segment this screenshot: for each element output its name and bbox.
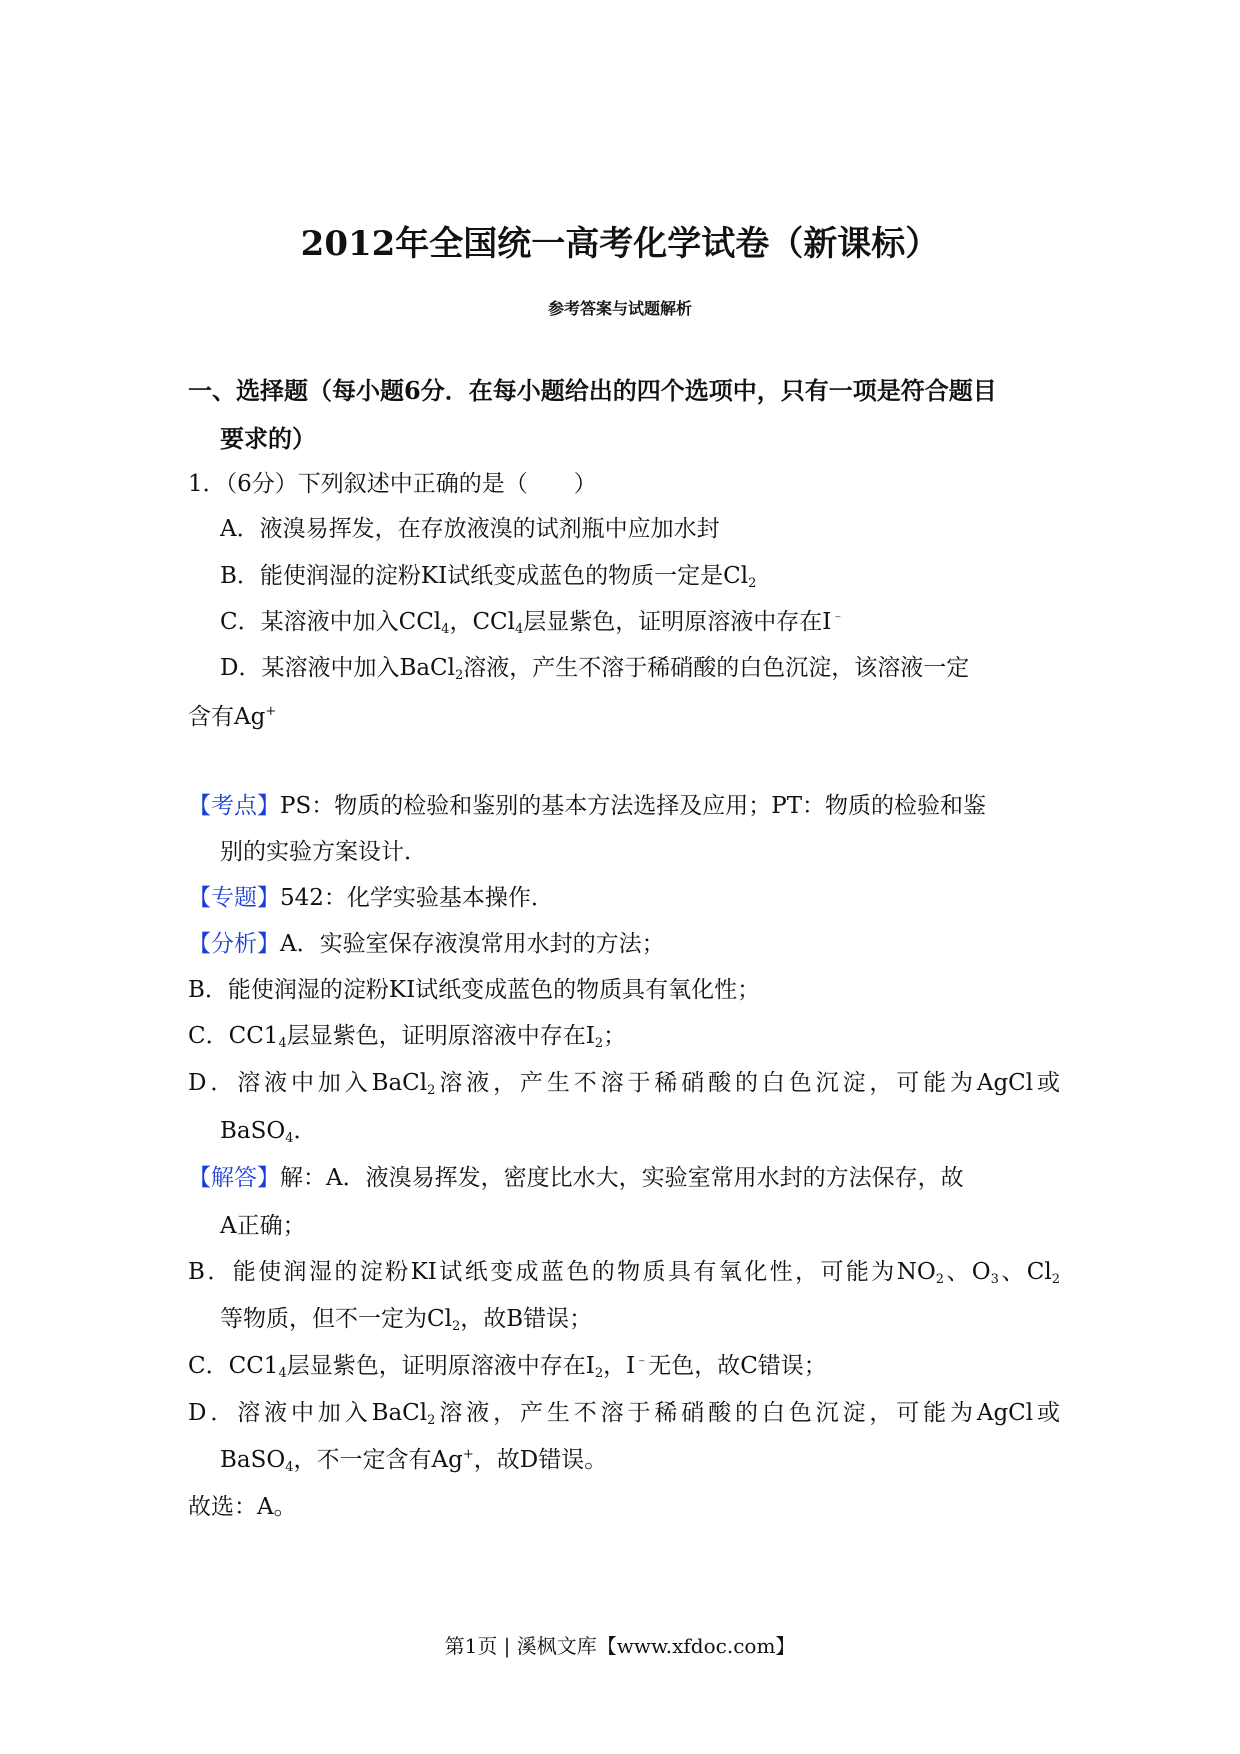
page-subtitle: 参考答案与试题解析	[547, 299, 692, 318]
kaodian-tag: 【考点】	[188, 793, 280, 819]
fenxi-b: B．能使润湿的淀粉KI试纸变成蓝色的物质具有氧化性；	[188, 977, 761, 1003]
zhuanti-tag: 【专题】	[188, 885, 280, 911]
jieda-d-line1: D．溶液中加入BaCl$_2$溶液，产生不溶于稀硝酸的白色沉淀，可能为AgCl或	[188, 1400, 1060, 1428]
page-title: 2012年全国统一高考化学试卷（新课标）	[300, 224, 940, 264]
fenxi-d-continued: BaSO$_4$．	[220, 1118, 317, 1146]
jieda-conclusion: 故选：A。	[188, 1494, 297, 1520]
zhuanti-line: 【专题】542：化学实验基本操作．	[188, 885, 554, 911]
jieda-b-line1: B．能使润湿的淀粉KI试纸变成蓝色的物质具有氧化性，可能为$NO_2$、$O_3$、$Cl_2$	[188, 1259, 1060, 1287]
section-heading-line1: 一、选择题（每小题6分．在每小题给出的四个选项中，只有一项是符合题目	[188, 376, 997, 405]
question-stem: 1．（6分）下列叙述中正确的是（ ）	[188, 471, 597, 497]
option-b: B．能使润湿的淀粉KI试纸变成蓝色的物质一定是$Cl_2$	[220, 563, 757, 591]
fenxi-a: 【分析】A．实验室保存液溴常用水封的方法；	[188, 931, 665, 957]
option-a: A．液溴易挥发，在存放液溴的试剂瓶中应加水封	[220, 516, 720, 542]
jieda-b-line2: 等物质，但不一定为$Cl_2$，故B错误；	[220, 1306, 593, 1334]
fenxi-d: D．溶液中加入BaCl$_2$溶液，产生不溶于稀硝酸的白色沉淀，可能为AgCl或	[188, 1070, 1060, 1098]
page-footer: 第1页 | 溪枫文库【www.xfdoc.com】	[444, 1634, 796, 1658]
jieda-a-line2: A正确；	[220, 1213, 306, 1239]
jieda-c: C．$CC1_4$层显紫色，证明原溶液中存在$I_2$，I﹣无色，故C错误；	[188, 1353, 827, 1381]
option-d-continued: 含有Ag+	[188, 704, 277, 730]
jieda-a-line1: 【解答】解：A．液溴易挥发，密度比水大，实验室常用水封的方法保存，故	[188, 1165, 964, 1191]
option-c: C．某溶液中加入CCl$_4$，CCl$_4$层显紫色，证明原溶液中存在I﹣	[220, 609, 845, 637]
fenxi-tag: 【分析】	[188, 931, 280, 957]
fenxi-c: C．$CC1_4$层显紫色，证明原溶液中存在$I_2$；	[188, 1023, 627, 1051]
kaodian-line1: 【考点】PS：物质的检验和鉴别的基本方法选择及应用；PT：物质的检验和鉴	[188, 793, 987, 819]
jieda-tag: 【解答】	[188, 1165, 280, 1191]
kaodian-line2: 别的实验方案设计．	[220, 839, 427, 865]
section-heading-line2: 要求的）	[220, 424, 316, 453]
option-d: D．某溶液中加入BaCl$_2$溶液，产生不溶于稀硝酸的白色沉淀，该溶液一定	[220, 655, 970, 683]
jieda-d-line2: BaSO$_4$，不一定含有Ag+，故D错误。	[220, 1447, 608, 1475]
